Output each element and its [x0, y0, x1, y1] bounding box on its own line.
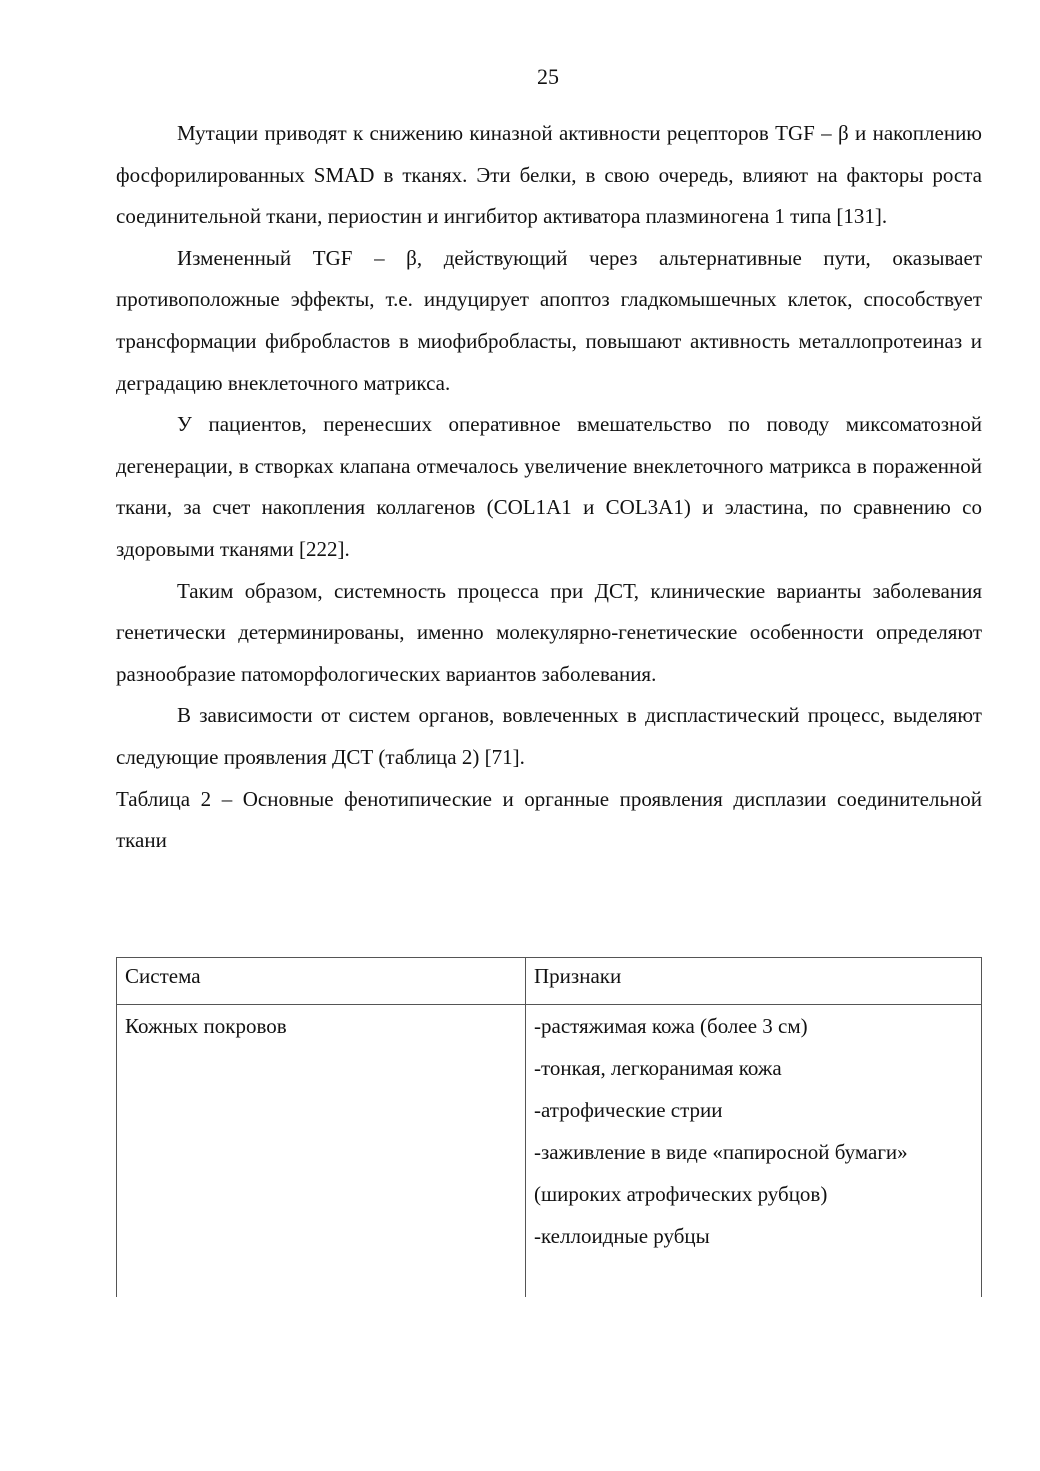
paragraph-3: У пациентов, перенесших оперативное вмешательство по поводу миксоматозной дегенерации, в створках клапана отмечалось увеличение внеклеточного матрикса в пораженной ткани, за счет накопления коллагенов (COL1A1 и COL3A1) и эластина, по сравнению со здоровыми тканями [222]. — [116, 412, 982, 561]
sign-item: -заживление в виде «папиросной бумаги» — [534, 1140, 908, 1164]
header-signs: Признаки — [526, 958, 982, 1005]
paragraph-1: Мутации приводят к снижению киназной активности рецепторов TGF – β и накоплению фосфорилированных SMAD в тканях. Эти белки, в свою очередь, влияют на факторы роста соединительной ткани, периостин и ингибитор активатора плазминогена 1 типа [131]. — [116, 121, 982, 229]
header-system: Система — [117, 958, 526, 1005]
sign-item: (широких атрофических рубцов) — [534, 1182, 828, 1206]
page-number: 25 — [537, 64, 559, 89]
table-header-row — [117, 958, 982, 1005]
sign-item: -растяжимая кожа (более 3 см) — [534, 1014, 808, 1038]
sign-item: -келлоидные рубцы — [534, 1224, 710, 1248]
sign-item: -атрофические стрии — [534, 1098, 723, 1122]
sign-item: -тонкая, легкоранимая кожа — [534, 1056, 782, 1080]
document-body — [116, 113, 982, 862]
signs-cell — [526, 1005, 982, 1298]
paragraph-2: Измененный TGF – β, действующий через альтернативные пути, оказывает противоположные эффекты, т.е. индуцирует апоптоз гладкомышечных клеток, способствует трансформации фибробластов в миофибробласты, повышают активность металлопротеиназ и деградацию внеклеточного матрикса. — [116, 245, 982, 395]
table-caption: Таблица 2 – Основные фенотипические и органные проявления дисплазии соединительной ткани — [116, 786, 982, 853]
system-cell: Кожных покровов — [117, 1005, 526, 1298]
paragraph-5: В зависимости от систем органов, вовлеченных в диспластический процесс, выделяют следующие проявления ДСТ (таблица 2) [71]. — [116, 703, 982, 769]
manifestations-table — [116, 957, 982, 1297]
table-row — [117, 1005, 982, 1298]
paragraph-4: Таким образом, системность процесса при ДСТ, клинические варианты заболевания генетически детерминированы, именно молекулярно-генетические особенности определяют разнообразие патоморфологических вариантов заболевания. — [116, 578, 982, 686]
